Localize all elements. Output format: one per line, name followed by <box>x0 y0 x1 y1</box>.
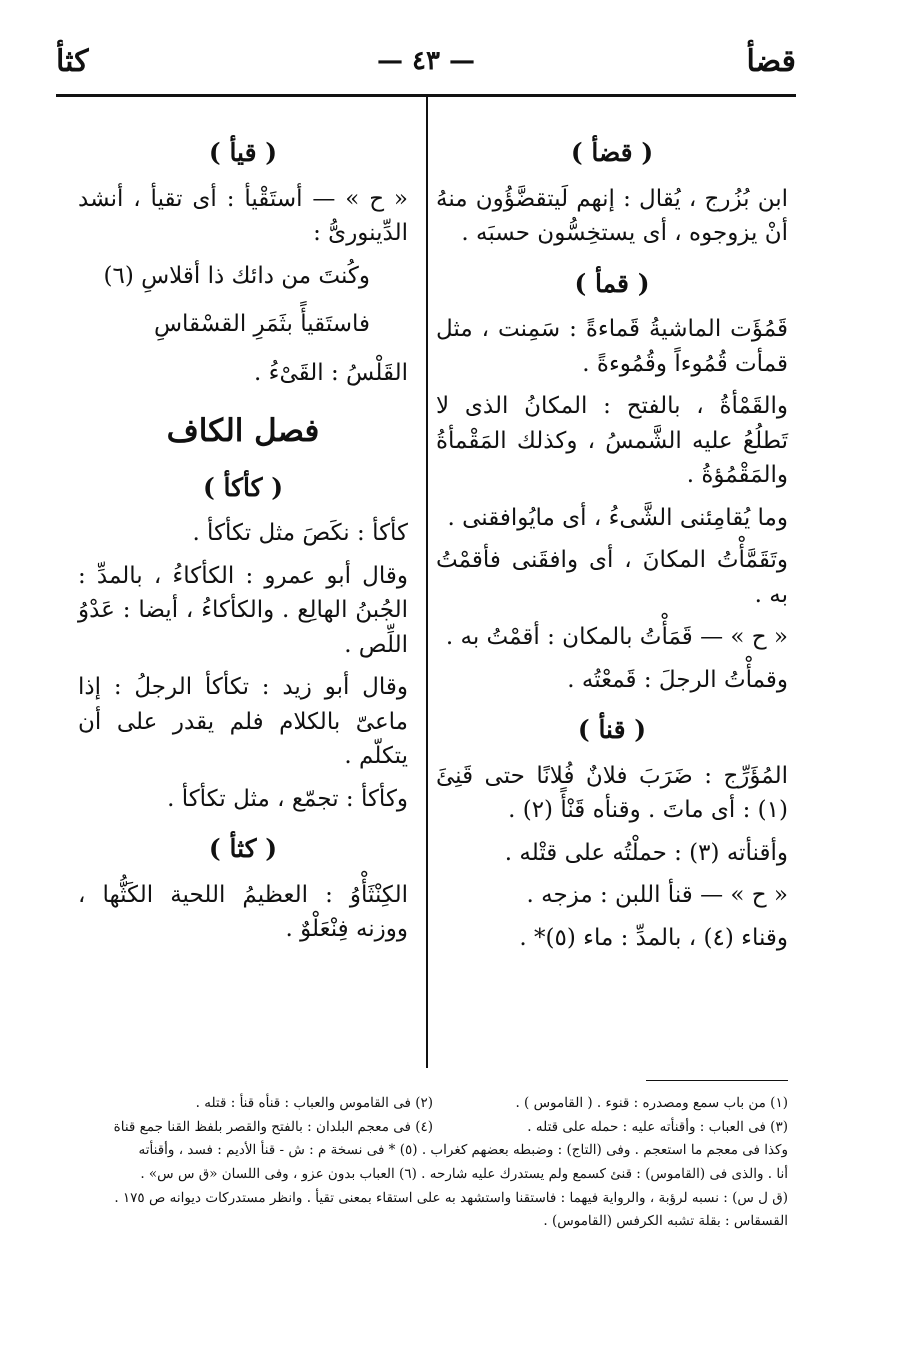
entry-heading-qana: ( قنأ ) <box>577 715 647 744</box>
entry-text: وقال أبو زيد : تكأكأ الرجلُ : إذا ماعىّ بالكلام فلم يقدر على أن يتكلّم . <box>78 674 408 769</box>
running-header <box>56 40 796 84</box>
entry-heading-qama: ( قمأ ) <box>574 268 650 298</box>
entry-text: « ح » — قنأ اللبن : مزجه . <box>526 882 788 908</box>
entry-text: القَلْسُ : القَىْءُ . <box>254 359 408 386</box>
footnote-line: القسقاس : بقلة تشبه الكرفس (القاموس) . <box>543 1213 788 1230</box>
entry-text: وقمأْتُ الرجلَ : قَمعْتُه . <box>567 666 788 693</box>
entry-text: والقَمْأةُ ، بالفتح : المكانُ الذى لا تَطلُعُ عليه الشَّمسُ ، وكذلك المَقْمأةُ والمَقْمُؤةُ . <box>436 393 788 488</box>
header-catchword-right: قضأ <box>746 44 796 79</box>
entry-text: وكأكأ : تجمّع ، مثل تكأكأ . <box>167 785 408 812</box>
entry-text: المُؤَرِّج : ضَرَبَ فلانٌ فُلانًا حتى قَنِئَ (١) : أى ماتَ . وقنأه قَنْأً (٢) . <box>436 762 788 823</box>
entry-text: وتَقَمَّأْتُ المكانَ ، أى وافقَنى فأقمْتُ به . <box>436 547 788 608</box>
footnote-line: (ق ل س) : نسبه لرؤبة ، والرواية فيهما : فاستقنا واستشهد به على استقاء بمعنى تقيأ . وانظر مستدركات ديوانه ص ١٧٥ . <box>114 1189 788 1206</box>
header-catchword-left: كثأ <box>56 44 89 79</box>
footnote-row <box>92 1092 788 1116</box>
footnote-2: (٢) فى القاموس والعباب : قنأه قنأ : قتله . <box>195 1095 434 1111</box>
entry-text: وأقنأته (٣) : حملْتُه على قتْله . <box>504 839 788 866</box>
footnote-line: وكذا فى معجم ما استعجم . وفى (التاج) : وضبطه بعضهم كغراب . (٥) * فى نسخة م : ش - قنأ الأديم : فسد ، وأقنأته <box>138 1142 788 1159</box>
entry-text: وقال أبو عمرو : الكأكاءُ ، بالمدِّ : الجُبنُ الهالِع . والكأكاءُ ، أيضا : عَدْوُ اللِّص . <box>78 562 408 658</box>
verse-line: فاستَقيأً بثَمَرِ القسْقاسِ <box>153 311 370 337</box>
entry-heading-qada: ( قضأ ) <box>570 138 654 167</box>
entry-text: الكِنْثَأْوُ : العظيمُ اللحية الكَثُّها ، ووزنه فِنْعَلْوٌ . <box>78 881 408 942</box>
verse-line: وكُنتَ من دائك ذا أقلاسِ (٦) <box>103 262 370 289</box>
footnote-rule <box>646 1080 788 1081</box>
column-divider <box>426 96 428 1068</box>
entry-heading-kaka: ( كأكأ ) <box>202 472 284 502</box>
footnote-4: (٤) فى معجم البلدان : بالفتح والقصر بلفظ القنا جمع قناة <box>113 1118 434 1135</box>
entry-text: « ح » — قَمَأْتُ بالمكان : أقمْتُ به . <box>445 624 788 650</box>
page-number: — ٤٣ — <box>376 46 476 76</box>
entry-heading-qaya: ( قيأ ) <box>208 138 278 167</box>
footnotes <box>92 1092 788 1234</box>
entry-text: « ح » — أستَقْيأ : أى تقيأ ، أنشد الدِّينورىُّ : <box>78 185 408 246</box>
footnote-3: (٣) فى العباب : وأقنأته عليه : حمله على قتله . <box>527 1118 788 1135</box>
right-column <box>436 118 788 963</box>
entry-text: قَمُؤَت الماشيةُ قَماءةً : سَمِنت ، مثل قمأت قُمُوءاً وقُمُوءةً . <box>436 316 788 377</box>
entry-text: وما يُقامِئنى الشَّىءُ ، أى مايُوافقنى . <box>447 504 788 531</box>
footnote-row <box>92 1116 788 1140</box>
entry-text: ابن بُزُرج ، يُقال : إنهم لَيتقضَّؤُون منهُ أنْ يزوجوه ، أى يستخِسُّون حسبَه . <box>436 185 788 246</box>
chapter-heading: فصل الكاف <box>166 413 320 449</box>
entry-heading-katha: ( كثأ ) <box>208 834 278 863</box>
footnote-1: (١) من باب سمع ومصدره : قنوء . ( القاموس ) . <box>515 1095 788 1111</box>
footnote-line: أنا . والذى فى (القاموس) : قنئ كسمع ولم يستدرك عليه شارحه . (٦) العباب بدون عزو ، وفى اللسان «ق س س» . <box>140 1165 788 1182</box>
entry-text: كأكأ : نكَصَ مثل تكأكأ . <box>192 520 408 546</box>
left-column <box>78 118 408 955</box>
entry-text: وقناء (٤) ، بالمدِّ : ماء (٥)* . <box>519 924 788 951</box>
